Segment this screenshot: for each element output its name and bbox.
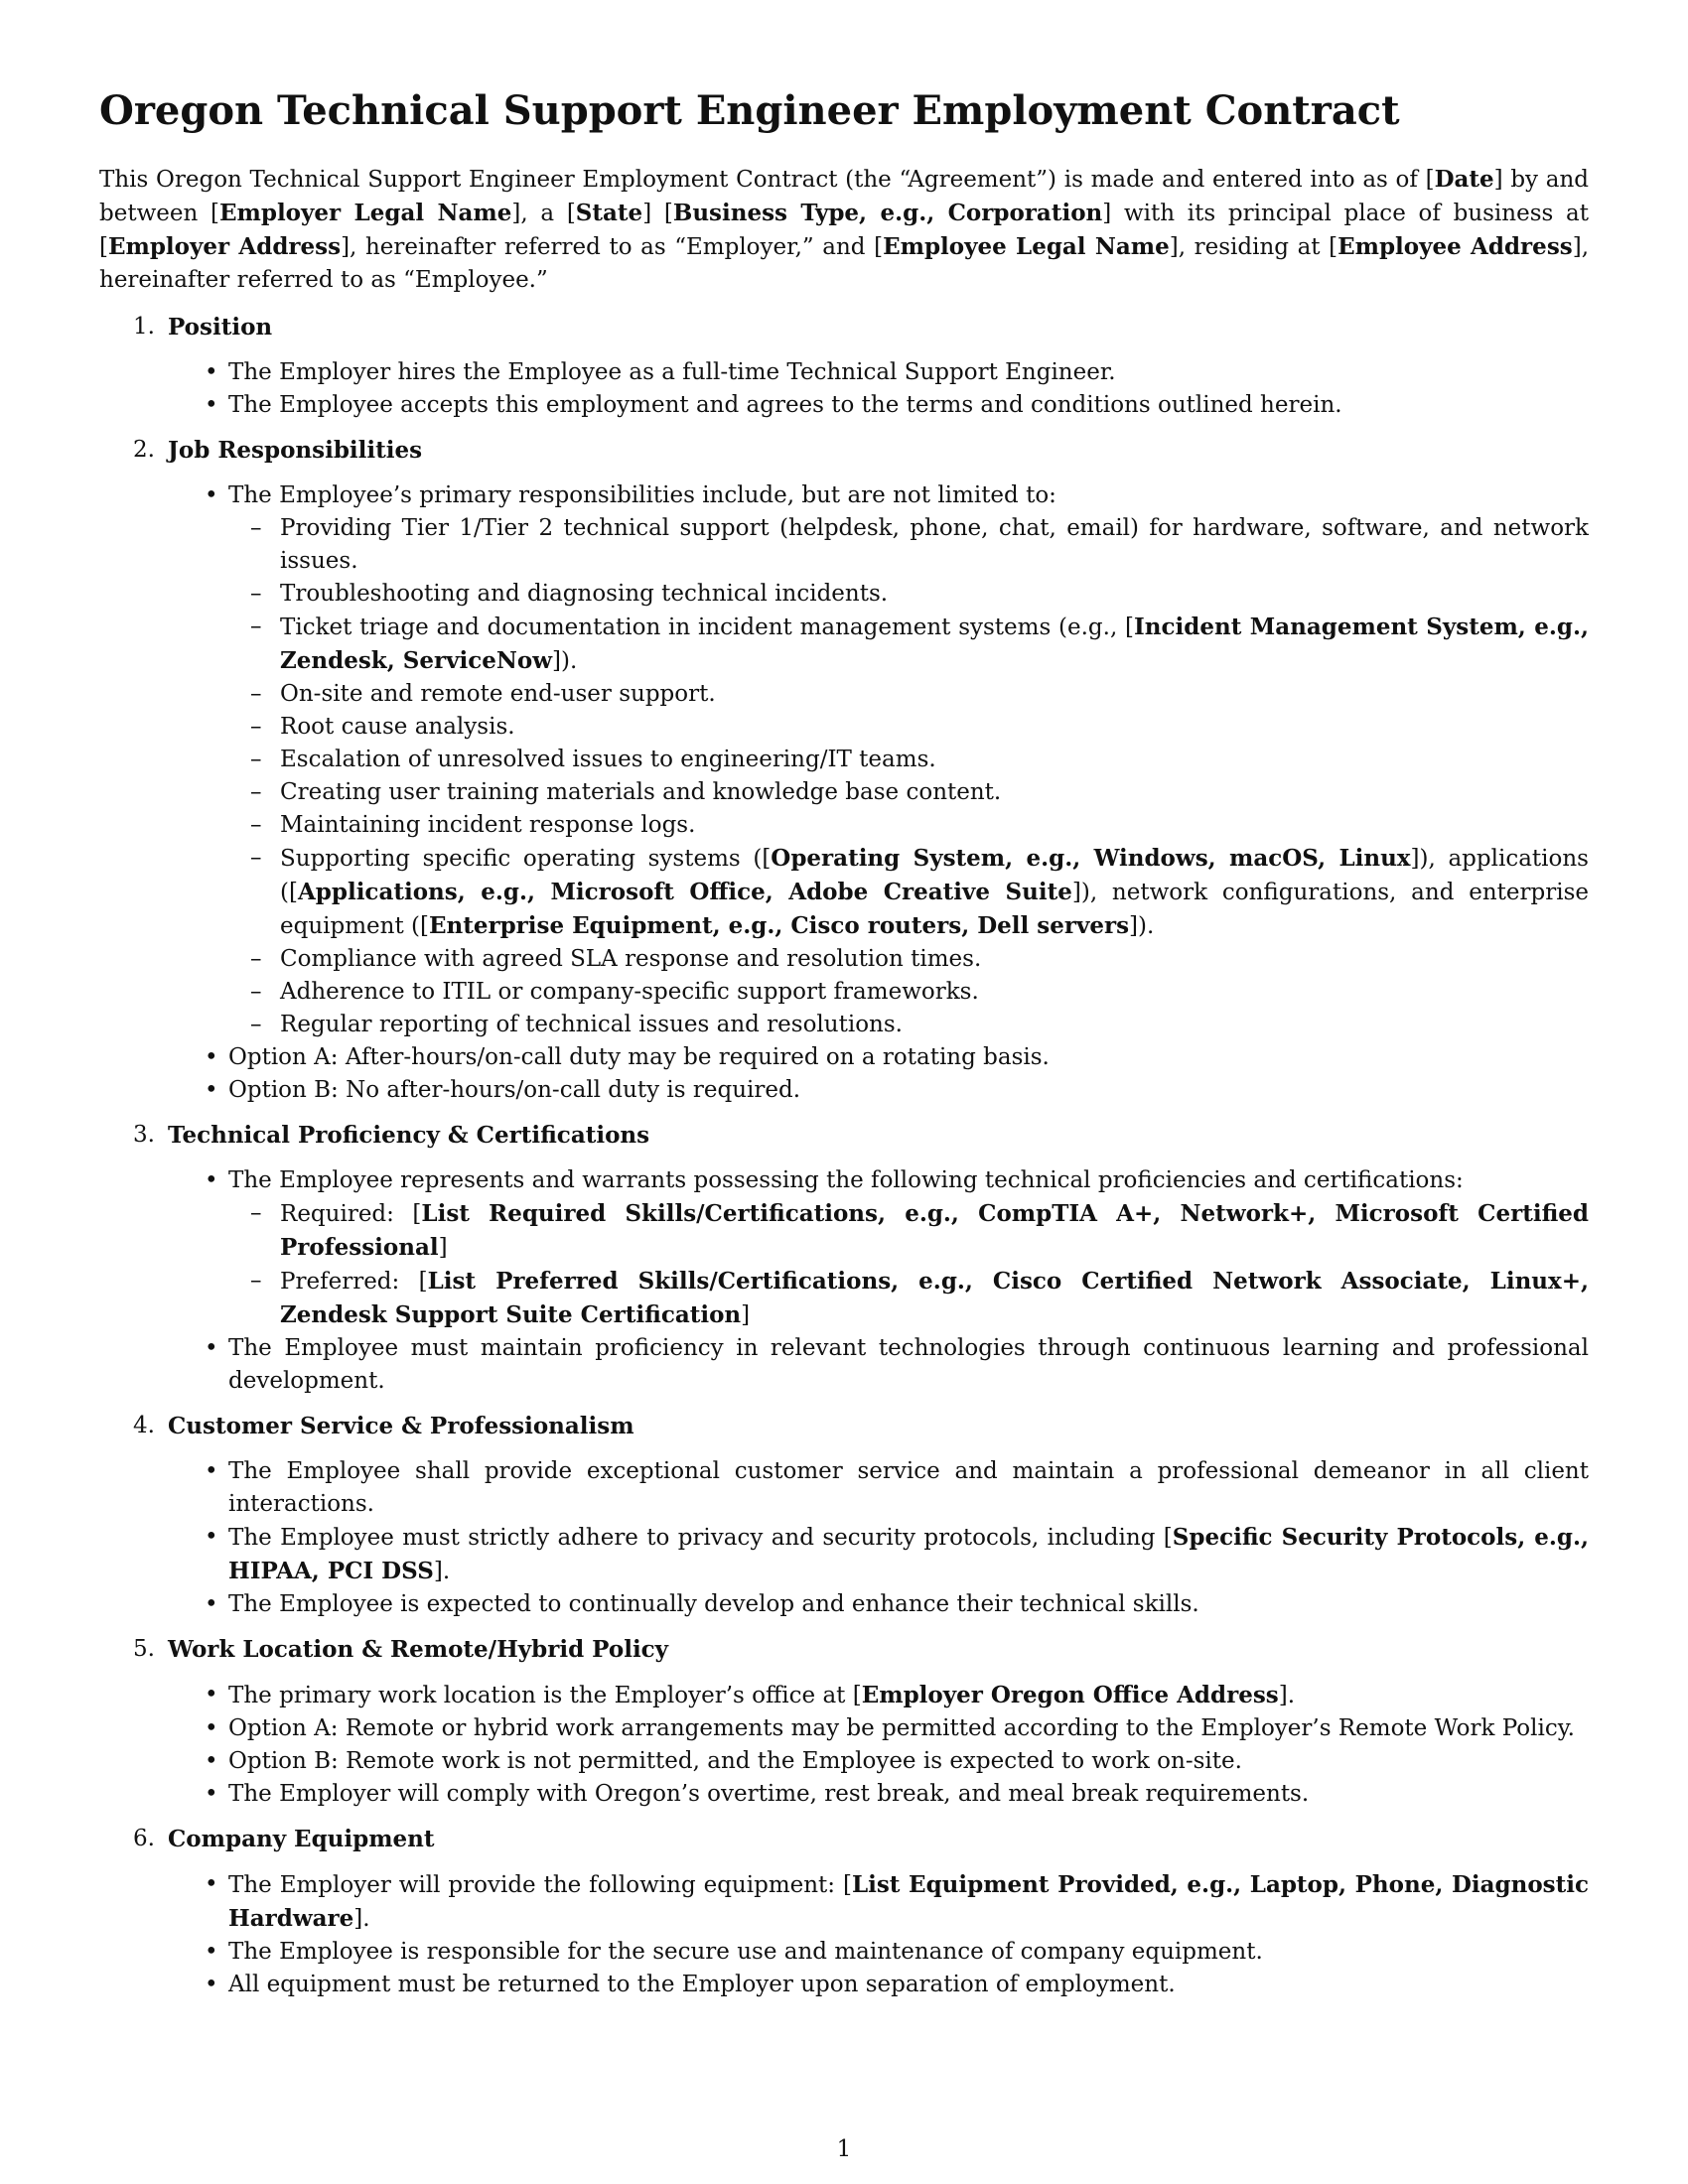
placeholder-field: Employee Address [1337,233,1573,260]
section-title: Technical Proficiency & Certifications [168,1122,650,1149]
bullet-item [228,1679,1589,1712]
placeholder-field: List Preferred Skills/Certifications, e.g., Cisco Certified Network Associate, Linux+, Zendesk Support Suite Certification [280,1268,1590,1328]
placeholder-field: Specific Security Protocols, e.g., HIPAA, PCI DSS [228,1524,1589,1584]
sub-list [228,1197,1589,1332]
text-run: ]), network configurations, and enterprise equipment ([ [280,880,1589,939]
contract-section [99,1119,1589,1398]
section-heading [99,434,1589,467]
text-run: Providing Tier 1/Tier 2 technical support (helpdesk, phone, chat, email) for hardware, software, and network issues. [280,515,1589,574]
text-run: The Employee must strictly adhere to privacy and security protocols, including [ [228,1525,1173,1551]
sections-list [99,311,1589,2001]
text-run: Troubleshooting and diagnosing technical incidents. [280,581,889,607]
text-run: Option B: No after-hours/on-call duty is required. [228,1077,800,1103]
section-title: Customer Service & Professionalism [168,1413,634,1439]
placeholder-field: Business Type, e.g., Corporation [672,200,1103,226]
sub-item [280,711,1589,744]
sub-item [280,776,1589,809]
text-run: The Employer will provide the following equipment: [ [228,1872,852,1898]
text-run: ]. [353,1906,370,1932]
section-title: Work Location & Remote/Hybrid Policy [168,1636,669,1663]
bullet-list [99,1679,1589,1811]
sub-item [280,744,1589,776]
text-run: The primary work location is the Employer’s office at [ [228,1683,862,1708]
text-run: Adherence to ITIL or company-specific support frameworks. [280,979,979,1005]
section-heading [99,1119,1589,1152]
bullet-item [228,1332,1589,1398]
intro-paragraph [99,163,1589,297]
bullet-item [228,1588,1589,1621]
contract-section [99,434,1589,1107]
bullet-item [228,1969,1589,2001]
sub-item [280,611,1589,678]
text-run: Preferred: [ [280,1269,428,1295]
bullet-list [99,1455,1589,1621]
text-run: The Employer will comply with Oregon’s overtime, rest break, and meal break requirements. [228,1781,1310,1807]
placeholder-field: Employer Address [107,233,342,260]
placeholder-field: List Required Skills/Certifications, e.g., CompTIA A+, Network+, Microsoft Certified Professional [280,1200,1590,1261]
sub-item [280,678,1589,711]
text-run: ], a [ [511,201,576,226]
text-run: ]. [1278,1683,1296,1708]
placeholder-field: Applications, e.g., Microsoft Office, Adobe Creative Suite [297,879,1072,905]
section-heading [99,1633,1589,1666]
sub-item [280,809,1589,842]
text-run: ]. [433,1559,451,1584]
text-run: The Employer hires the Employee as a full-time Technical Support Engineer. [228,359,1116,385]
bullet-item [228,1745,1589,1778]
contract-section [99,1633,1589,1811]
text-run: ] [438,1235,448,1261]
text-run: ] with its principal place of business at [ [99,201,1589,260]
bullet-list [99,1164,1589,1398]
text-run: ], hereinafter referred to as “Employer,” and [ [341,234,884,260]
bullet-list [99,356,1589,422]
text-run: The Employee shall provide exceptional customer service and maintain a professional demeanor in all client interactions. [228,1458,1589,1517]
placeholder-field: Employee Legal Name [883,233,1170,260]
bullet-item [228,1712,1589,1745]
bullet-item [228,1778,1589,1811]
bullet-item [228,1455,1589,1521]
bullet-list [99,1868,1589,2001]
placeholder-field: Date [1434,166,1494,193]
text-run: The Employee is responsible for the secure use and maintenance of company equipment. [228,1939,1263,1965]
text-run: ]), applications ([ [280,846,1589,905]
bullet-list [99,479,1589,1107]
bullet-item [228,356,1589,389]
text-run: Root cause analysis. [280,714,515,740]
bullet-item [228,389,1589,422]
text-run: All equipment must be returned to the Employer upon separation of employment. [228,1972,1176,1997]
bullet-item [228,1041,1589,1074]
contract-section [99,311,1589,422]
text-run: Option A: Remote or hybrid work arrangements may be permitted according to the Employer’s Remote Work Policy. [228,1715,1575,1741]
text-run: ], hereinafter referred to as “Employee.” [99,234,1590,293]
sub-item [280,1009,1589,1041]
text-run: ] [741,1302,751,1328]
sub-item [280,578,1589,611]
section-number: 6. [133,1826,155,1851]
section-number: 1. [133,314,155,340]
section-number: 3. [133,1122,155,1148]
section-title: Company Equipment [168,1826,435,1852]
text-run: ]). [552,648,578,674]
text-run: Required: [ [280,1201,422,1227]
sub-item [280,1265,1589,1332]
text-run: Maintaining incident response logs. [280,812,696,838]
text-run: Regular reporting of technical issues and resolutions. [280,1012,903,1037]
text-run: Escalation of unresolved issues to engineering/IT teams. [280,747,936,772]
text-run: The Employee is expected to continually develop and enhance their technical skills. [228,1591,1199,1617]
placeholder-field: List Equipment Provided, e.g., Laptop, Phone, Diagnostic Hardware [228,1871,1589,1932]
placeholder-field: Enterprise Equipment, e.g., Cisco routers, Dell servers [428,912,1130,939]
text-run: On-site and remote end-user support. [280,681,716,707]
bullet-item [228,1936,1589,1969]
sub-item [280,512,1589,578]
text-run: Option A: After-hours/on-call duty may be required on a rotating basis. [228,1044,1050,1070]
section-number: 2. [133,437,155,463]
contract-section [99,1823,1589,2001]
placeholder-field: Incident Management System, e.g., Zendesk, ServiceNow [280,614,1589,674]
section-title: Position [168,314,273,341]
placeholder-field: Operating System, e.g., Windows, macOS, Linux [771,845,1411,872]
text-run: The Employee accepts this employment and agrees to the terms and conditions outlined herein. [228,392,1342,418]
text-run: ] [ [642,201,673,226]
text-run: Ticket triage and documentation in incident management systems (e.g., [ [280,614,1135,640]
text-run: The Employee must maintain proficiency in relevant technologies through continuous learning and professional development. [228,1335,1589,1394]
document-title: Oregon Technical Support Engineer Employment Contract [99,87,1400,134]
section-heading [99,311,1589,343]
placeholder-field: State [575,200,643,226]
bullet-item [228,1521,1589,1588]
sub-item [280,976,1589,1009]
text-run: Option B: Remote work is not permitted, and the Employee is expected to work on-site. [228,1748,1242,1774]
contract-section [99,1410,1589,1621]
sub-item [280,842,1589,943]
text-run: ]). [1129,913,1155,939]
bullet-item [228,1074,1589,1107]
sub-item [280,1197,1589,1265]
bullet-item [228,479,1589,1041]
contract-page [99,87,1589,2013]
text-run: Creating user training materials and knowledge base content. [280,779,1002,805]
section-number: 4. [133,1413,155,1438]
text-run: The Employee’s primary responsibilities include, but are not limited to: [228,482,1056,508]
section-number: 5. [133,1636,155,1662]
page-number: 1 [836,2136,852,2162]
text-run: This Oregon Technical Support Engineer Employment Contract (the “Agreement”) is made and entered into as of [ [99,167,1435,193]
text-run: Supporting specific operating systems ([ [280,846,772,872]
placeholder-field: Employer Legal Name [219,200,512,226]
section-title: Job Responsibilities [168,437,423,464]
text-run: ], residing at [ [1169,234,1338,260]
placeholder-field: Employer Oregon Office Address [861,1682,1279,1708]
section-heading [99,1823,1589,1855]
bullet-item [228,1164,1589,1332]
sub-list [228,512,1589,1041]
section-heading [99,1410,1589,1442]
text-run: ] by and between [ [99,167,1589,226]
text-run: The Employee represents and warrants possessing the following technical proficiencies and certifications: [228,1167,1464,1193]
sub-item [280,943,1589,976]
text-run: Compliance with agreed SLA response and resolution times. [280,946,982,972]
bullet-item [228,1868,1589,1936]
